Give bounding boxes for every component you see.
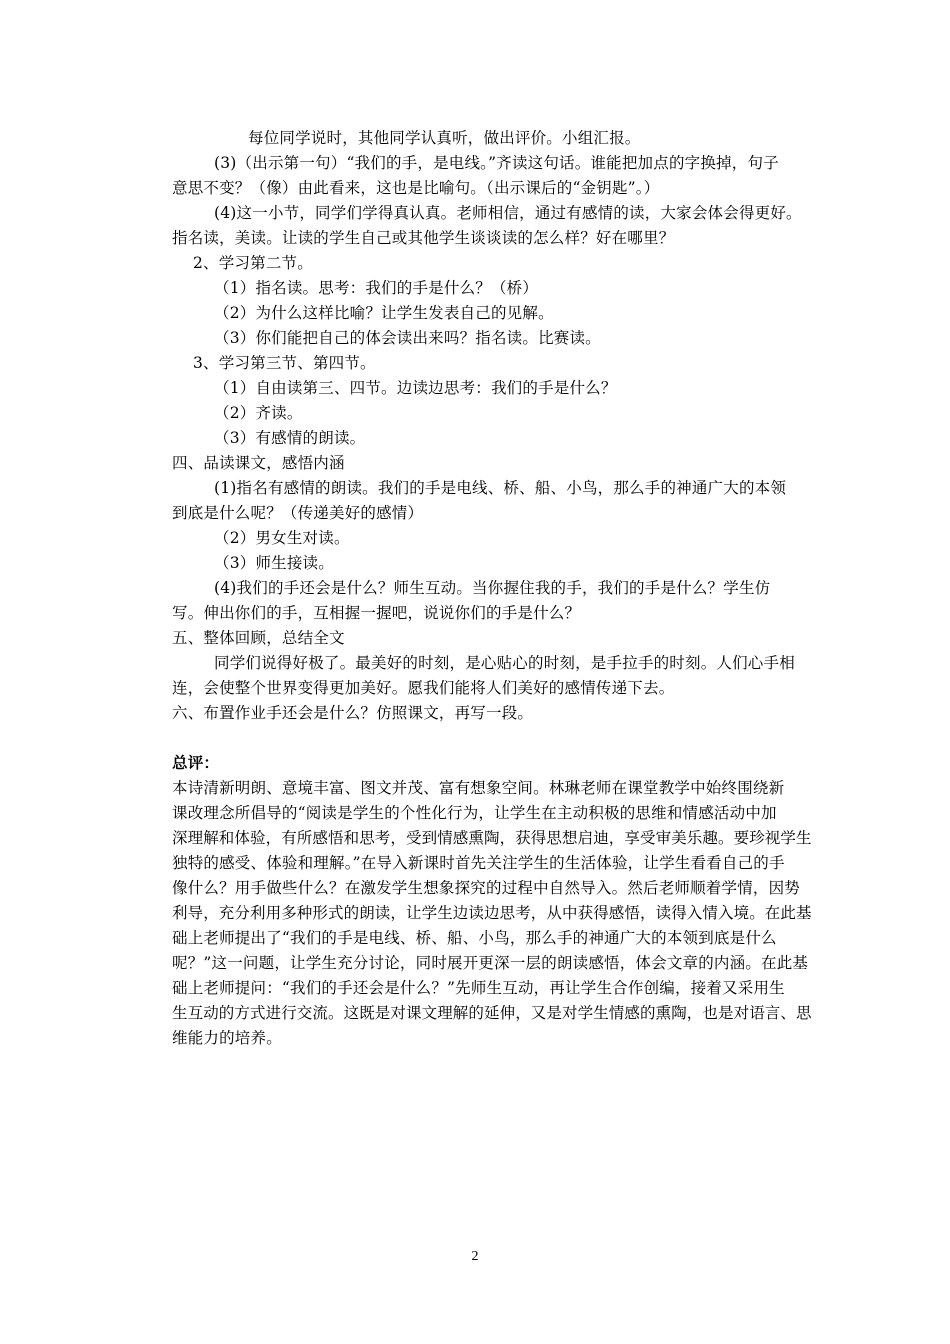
summary-line: 利导，充分利用多种形式的朗读，让学生边读边思考，从中获得感悟，读得入情入境。在此基: [172, 904, 812, 922]
text-line: （3）师生接读。: [214, 554, 334, 572]
summary-line: 像什么？用手做些什么？在激发学生想象探究的过程中自然导入。然后老师顺着学情，因势: [172, 879, 801, 897]
text-line: 写。伸出你们的手，互相握一握吧，说说你们的手是什么？: [172, 604, 581, 622]
text-line: （3）你们能把自己的体会读出来吗？指名读。比赛读。: [214, 329, 601, 347]
summary-line: 生互动的方式进行交流。这既是对课文理解的延伸，又是对学生情感的熏陶，也是对语言、思: [172, 1004, 812, 1022]
text-line: 指名读，美读。让读的学生自己或其他学生谈谈读的怎么样？好在哪里？: [172, 229, 675, 247]
section-heading: 五、整体回顾，总结全文: [172, 629, 345, 647]
section-heading: 3、学习第三节、第四节。: [193, 354, 376, 372]
text-line: 意思不变？（像）由此看来，这也是比喻句。（出示课后的“金钥匙”。）: [172, 179, 660, 197]
summary-heading: 总评：: [172, 753, 220, 772]
text-line: 连，会使整个世界变得更加美好。愿我们能将人们美好的感情传递下去。: [172, 679, 675, 697]
text-line: (1)指名有感情的朗读。我们的手是电线、桥、船、小鸟，那么手的神通广大的本领: [214, 479, 787, 497]
text-line: （2）为什么这样比喻？让学生发表自己的见解。: [214, 304, 554, 322]
text-line: （1）指名读。思考：我们的手是什么？（桥）: [214, 279, 539, 297]
section-heading: 六、布置作业手还会是什么？仿照课文，再写一段。: [172, 704, 534, 722]
section-heading: 四、品读课文，感悟内涵: [172, 454, 345, 472]
summary-line: 课改理念所倡导的“阅读是学生的个性化行为，让学生在主动积极的思维和情感活动中加: [172, 804, 777, 822]
section-heading: 2、学习第二节。: [193, 254, 313, 272]
text-line: （2）男女生对读。: [214, 529, 350, 547]
summary-line: 深理解和体验，有所感悟和思考，受到情感熏陶，获得思想启迪，享受审美乐趣。要珍视学生: [172, 829, 812, 847]
text-line: （2）齐读。: [214, 404, 303, 422]
summary-line: 础上老师提问：“我们的手还会是什么？”先师生互动，再让学生合作创编，接着又采用生: [172, 979, 785, 997]
summary-line: 独特的感受、体验和理解。”在导入新课时首先关注学生的生活体验，让学生看看自己的手: [172, 854, 785, 872]
text-line: 同学们说得好极了。最美好的时刻，是心贴心的时刻，是手拉手的时刻。人们心手相: [214, 654, 795, 672]
summary-line: 本诗清新明朗、意境丰富、图文并茂、富有想象空间。林琳老师在课堂教学中始终围绕新: [172, 779, 785, 797]
text-line: （3）有感情的朗读。: [214, 429, 366, 447]
summary-line: 维能力的培养。: [172, 1029, 282, 1047]
text-line: 到底是什么呢？（传递美好的感情）: [172, 504, 424, 522]
text-line: (4)我们的手还会是什么？师生互动。当你握住我的手，我们的手是什么？学生仿: [214, 579, 771, 597]
text-line: (4)这一小节，同学们学得真认真。老师相信，通过有感情的读，大家会体会得更好。: [214, 204, 802, 222]
text-line: （1）自由读第三、四节。边读边思考：我们的手是什么？: [214, 379, 617, 397]
text-line: (3)（出示第一句）“我们的手，是电线。”齐读这句话。谁能把加点的字换掉，句子: [214, 154, 779, 172]
summary-line: 呢？”这一问题，让学生充分讨论，同时展开更深一层的朗读感悟，体会文章的内涵。在此基: [172, 954, 809, 972]
text-line: 每位同学说时，其他同学认真听，做出评价。小组汇报。: [248, 129, 641, 147]
summary-line: 础上老师提出了“我们的手是电线、桥、船、小鸟，那么手的神通广大的本领到底是什么: [172, 929, 777, 947]
page-number: 2: [471, 1249, 479, 1264]
